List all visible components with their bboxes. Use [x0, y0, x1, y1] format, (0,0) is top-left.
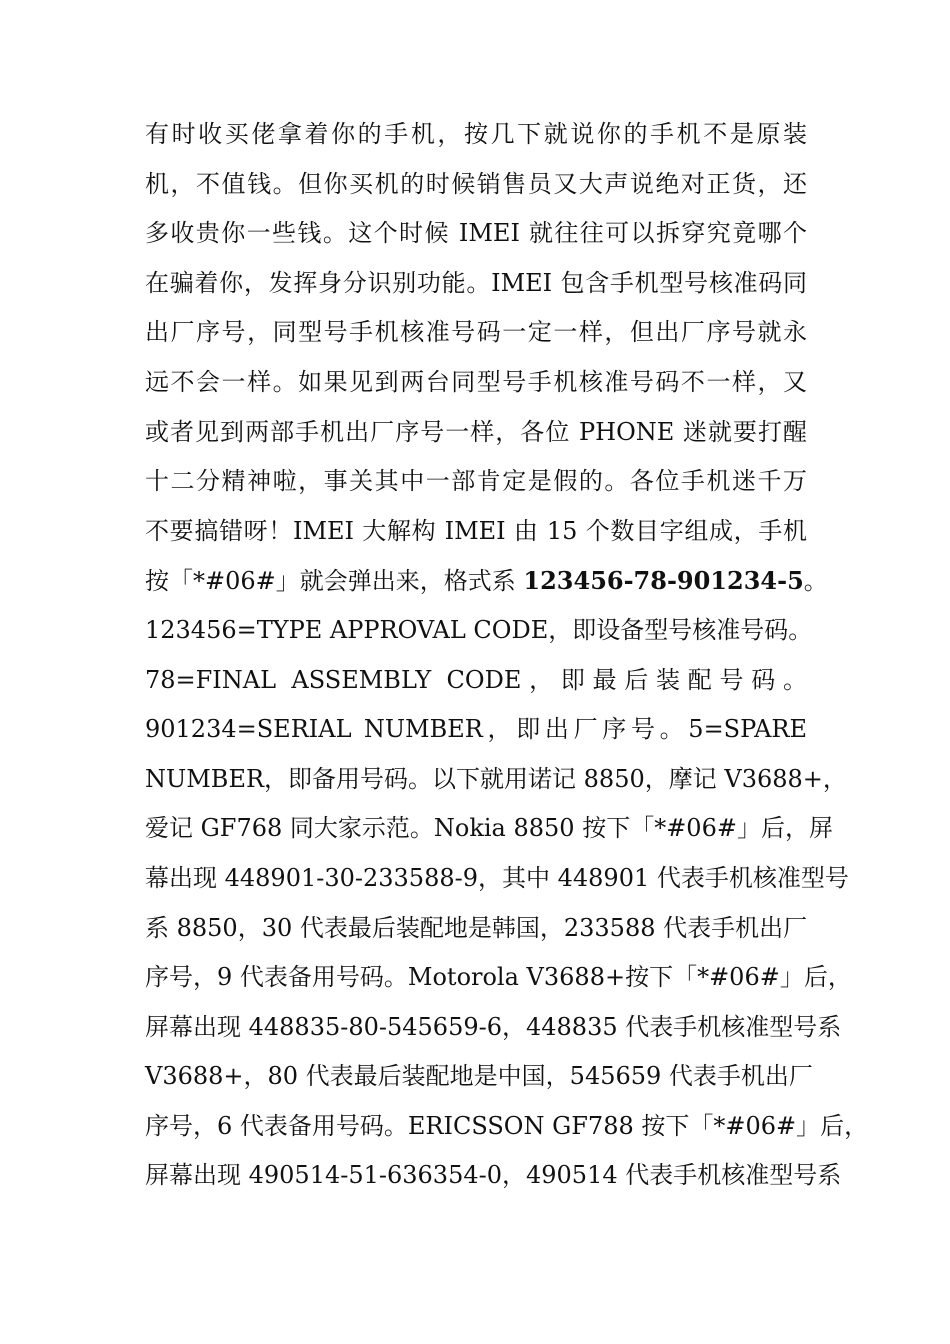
imei-format-suffix: 。	[803, 567, 828, 596]
text-line: 屏幕出现 490514-51-636354-0，490514 代表手机核准型号系	[145, 1161, 842, 1190]
text-line: 出厂序号，同型号手机核准号码一定一样，但出厂序号就永	[145, 318, 807, 347]
text-line: 有时收买佬拿着你的手机，按几下就说你的手机不是原装	[145, 120, 807, 148]
body-text	[145, 110, 869, 1201]
text-line: 远不会一样。如果见到两台同型号手机核准号码不一样，又	[145, 367, 807, 396]
text-line: 123456=TYPE APPROVAL CODE，即设备型号核准号码。	[145, 615, 813, 644]
text-line: 幕出现 448901-30-233588-9，其中 448901 代表手机核准型号	[145, 863, 849, 892]
text-line: NUMBER，即备用号码。以下就用诺记 8850，摩记 V3688+，	[145, 764, 847, 793]
text-line: 十二分精神啦，事关其中一部肯定是假的。各位手机迷千万	[145, 467, 807, 496]
text-line: 901234=SERIAL NUMBER，即出厂序号。5=SPARE	[145, 715, 807, 744]
text-line: 系 8850，30 代表最后装配地是韩国，233588 代表手机出厂	[145, 913, 808, 942]
text-line: 多收贵你一些钱。这个时候 IMEI 就往往可以拆穿究竟哪个	[145, 219, 807, 248]
text-line: 机，不值钱。但你买机的时候销售员又大声说绝对正货，还	[145, 169, 807, 198]
text-line: 78=FINAL ASSEMBLY CODE，即最后装配号码。	[145, 665, 807, 694]
imei-format-example: 123456-78-901234-5	[523, 566, 804, 596]
text-line-imei-format	[145, 556, 828, 606]
text-line: 序号，6 代表备用号码。ERICSSON GF788 按下「*#06#」后，	[145, 1111, 869, 1140]
text-line: 或者见到两部手机出厂序号一样，各位 PHONE 迷就要打醒	[145, 417, 807, 446]
text-line: 屏幕出现 448835-80-545659-6，448835 代表手机核准型号系	[145, 1012, 842, 1041]
imei-format-prefix: 按「*#06#」就会弹出来，格式系	[145, 567, 524, 596]
text-line: 在骗着你，发挥身分识别功能。IMEI 包含手机型号核准码同	[145, 268, 807, 297]
text-line: V3688+，80 代表最后装配地是中国，545659 代表手机出厂	[145, 1062, 813, 1091]
text-line: 序号，9 代表备用号码。Motorola V3688+按下「*#06#」后，	[145, 963, 852, 992]
text-line: 不要搞错呀！IMEI 大解构 IMEI 由 15 个数目字组成，手机	[145, 516, 807, 545]
text-line: 爱记 GF768 同大家示范。Nokia 8850 按下「*#06#」后，屏	[145, 814, 833, 843]
